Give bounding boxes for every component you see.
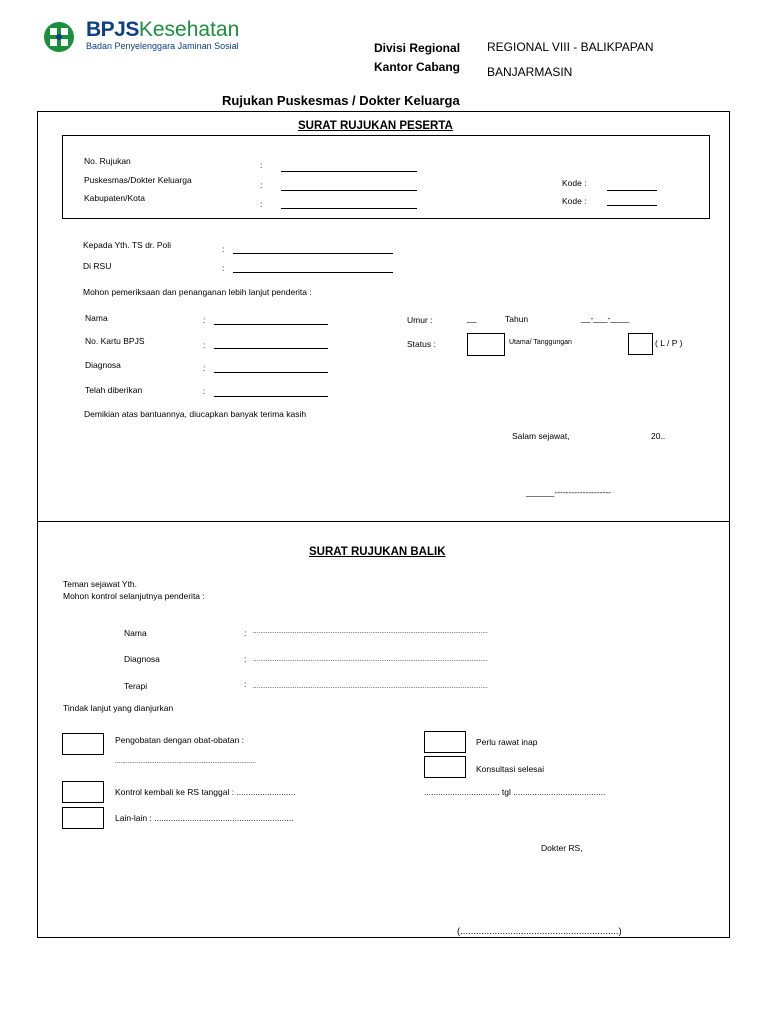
no-rujukan-field[interactable] — [281, 171, 417, 172]
balik-diagnosa-field[interactable]: .................................................................................................................................. — [253, 656, 488, 663]
colon: : — [244, 679, 247, 689]
gender-box[interactable] — [628, 333, 653, 355]
puskesmas-label: Puskesmas/Dokter Keluarga — [84, 175, 192, 185]
kode-field-2[interactable] — [607, 205, 657, 206]
rawat-inap-checkbox[interactable] — [424, 731, 466, 753]
brand-subtitle: Badan Penyelenggara Jaminan Sosial — [86, 41, 239, 51]
lain-label: Lain-lain : ........................................................... — [115, 813, 294, 823]
pengobatan-checkbox[interactable] — [62, 733, 104, 755]
umur-label: Umur : — [407, 315, 433, 325]
kepada-field[interactable] — [233, 253, 393, 254]
pengobatan-field[interactable]: .............................................................................. — [115, 758, 256, 765]
status-box[interactable] — [467, 333, 505, 356]
colon: : — [244, 654, 247, 664]
colon: : — [244, 628, 247, 638]
brand-light: Kesehatan — [138, 18, 240, 41]
kode-label-1: Kode : — [562, 178, 587, 188]
balik-nama-label: Nama — [124, 628, 147, 638]
nama-field[interactable] — [214, 324, 328, 325]
diagnosa-field[interactable] — [214, 372, 328, 373]
tahun-label: Tahun — [505, 314, 529, 324]
year-text: 20.. — [651, 431, 666, 441]
kabupaten-field[interactable] — [281, 208, 417, 209]
dokter-signature-line[interactable]: (............................................................) — [457, 926, 622, 937]
demikian-text: Demikian atas bantuannya, diucapkan banyak terima kasih — [84, 409, 307, 419]
colon: : — [203, 340, 206, 350]
diagnosa-label: Diagnosa — [85, 360, 121, 370]
lain-checkbox[interactable] — [62, 807, 104, 829]
di-rsu-field[interactable] — [233, 272, 393, 273]
di-rsu-label: Di RSU — [83, 261, 112, 271]
konsultasi-checkbox[interactable] — [424, 756, 466, 778]
tindak-lanjut-label: Tindak lanjut yang dianjurkan — [63, 703, 174, 713]
balik-title: SURAT RUJUKAN BALIK — [309, 546, 446, 558]
section-divider — [37, 521, 729, 522]
colon: : — [222, 244, 225, 254]
colon: : — [203, 363, 206, 373]
kantor-value: BANJARMASIN — [487, 65, 573, 79]
konsultasi-label: Konsultasi selesai — [476, 764, 545, 774]
dokter-label: Dokter RS, — [541, 843, 583, 853]
telah-label: Telah diberikan — [85, 385, 143, 395]
colon: : — [260, 180, 263, 190]
teman-text: Teman sejawat Yth. — [63, 579, 138, 589]
bpjs-logo-icon — [42, 20, 76, 54]
pengobatan-label: Pengobatan dengan obat-obatan : — [115, 735, 245, 745]
mohon-text: Mohon pemeriksaan dan penanganan lebih lanjut penderita : — [83, 287, 312, 297]
kontrol-label: Kontrol kembali ke RS tanggal : ......................... — [115, 787, 296, 797]
brand-bold: BPJS — [86, 18, 139, 41]
terapi-field[interactable]: .................................................................................................................................. — [253, 683, 488, 690]
kartu-field[interactable] — [214, 348, 328, 349]
lp-label: ( L / P ) — [655, 338, 683, 348]
terapi-label: Terapi — [124, 681, 148, 691]
colon: : — [222, 263, 225, 273]
divisi-value: REGIONAL VIII - BALIKPAPAN — [487, 40, 654, 54]
kode-label-2: Kode : — [562, 196, 587, 206]
kode-field-1[interactable] — [607, 190, 657, 191]
divisi-label: Divisi Regional — [374, 41, 461, 55]
tahun-field[interactable]: __-___-____ — [581, 313, 630, 323]
kabupaten-label: Kabupaten/Kota — [84, 193, 145, 203]
colon: : — [260, 160, 263, 170]
kepada-label: Kepada Yth. TS dr. Poli — [83, 240, 172, 250]
peserta-signature-line[interactable]: ______-------------------- — [526, 487, 611, 497]
nama-label: Nama — [85, 313, 108, 323]
colon: : — [203, 386, 206, 396]
colon: : — [260, 199, 263, 209]
document-title: Rujukan Puskesmas / Dokter Keluarga — [222, 93, 460, 108]
peserta-title: SURAT RUJUKAN PESERTA — [298, 120, 453, 132]
no-rujukan-label: No. Rujukan — [84, 156, 131, 166]
puskesmas-field[interactable] — [281, 190, 417, 191]
mohon-kontrol-text: Mohon kontrol selanjutnya penderita : — [63, 591, 205, 601]
colon: : — [203, 315, 206, 325]
balik-nama-field[interactable]: .................................................................................................................................. — [253, 628, 488, 635]
bpjs-logo — [42, 20, 76, 54]
salam-text: Salam sejawat, — [512, 431, 570, 441]
brand-name — [86, 18, 239, 42]
kontrol-checkbox[interactable] — [62, 781, 104, 803]
kantor-label: Kantor Cabang — [374, 60, 461, 74]
status-label: Status : — [407, 339, 436, 349]
utama-label: Utama/ Tanggungan — [509, 339, 572, 346]
balik-diagnosa-label: Diagnosa — [124, 654, 160, 664]
telah-field[interactable] — [214, 396, 328, 397]
rawat-inap-label: Perlu rawat inap — [476, 737, 538, 747]
kartu-label: No. Kartu BPJS — [85, 336, 145, 346]
umur-field[interactable]: __ — [467, 313, 477, 323]
tgl-field[interactable]: ................................ tgl ....................................... — [424, 787, 606, 797]
